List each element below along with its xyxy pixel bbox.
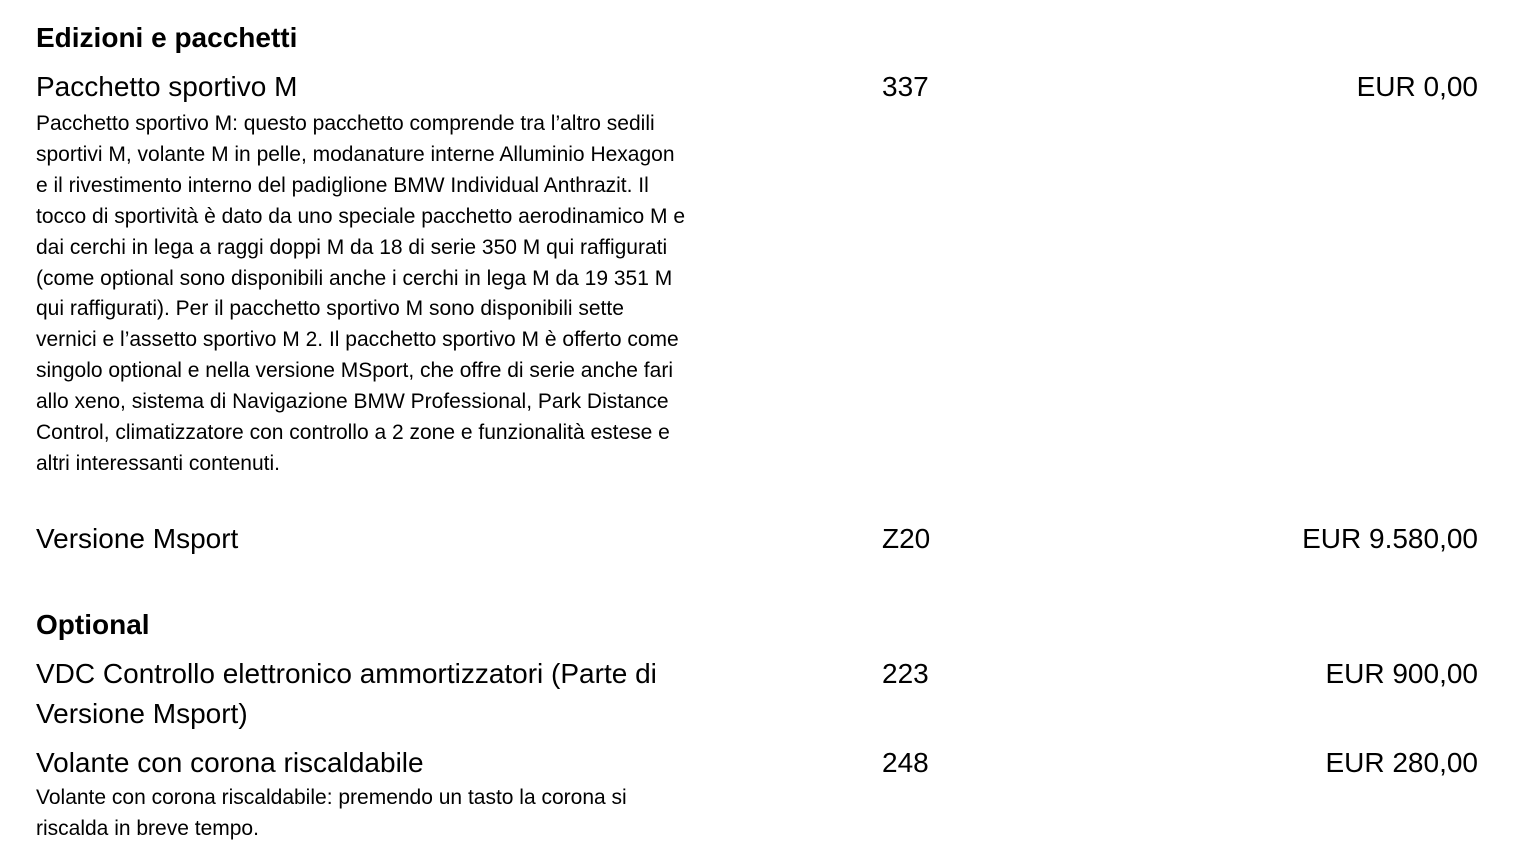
section-title-editions: Edizioni e pacchetti: [36, 22, 298, 53]
item-name: Volante con corona riscaldabile: [36, 747, 424, 778]
item-name: VDC Controllo elettronico ammortizzatori (Parte di Versione Msport): [36, 658, 657, 729]
item-description: Pacchetto sportivo M: questo pacchetto comprende tra l’altro sedili sportivi M, volante M in pelle, modanature interne Alluminio Hexagon e il rivestimento interno del padiglione BMW Individual Anthrazit. Il tocco di sportività è dato da uno speciale pacchetto aerodinamico M e dai cerchi in lega a raggi doppi M da 18 di serie 350 M qui raffigurati (come optional sono disponibili anche i cerchi in lega M da 19 351 M qui raffigurati). Per il pacchetto sportivo M sono disponibili sette vernici e l’assetto sportivo M 2. Il pacchetto sportivo M è offerto come singolo optional e nella versione MSport, che offre di serie anche fari allo xeno, sistema di Navigazione BMW Professional, Park Distance Control, climatizzatore con controllo a 2 zone e funzionalità estese e altri interessanti contenuti.: [36, 112, 686, 475]
item-name: Pacchetto sportivo M: [36, 71, 298, 102]
item-price: EUR 280,00: [1325, 747, 1478, 778]
item-code: Z20: [882, 523, 931, 554]
item-code: 248: [882, 747, 929, 778]
item-price: EUR 900,00: [1325, 658, 1478, 689]
item-name: Versione Msport: [36, 523, 239, 554]
item-description: Volante con corona riscaldabile: premendo un tasto la corona si riscalda in breve tempo.: [36, 786, 627, 840]
item-price: EUR 9.580,00: [1302, 523, 1478, 554]
item-price: EUR 0,00: [1356, 71, 1478, 102]
section-title-optional: Optional: [36, 609, 150, 640]
item-code: 337: [882, 71, 929, 102]
item-code: 223: [882, 658, 929, 689]
